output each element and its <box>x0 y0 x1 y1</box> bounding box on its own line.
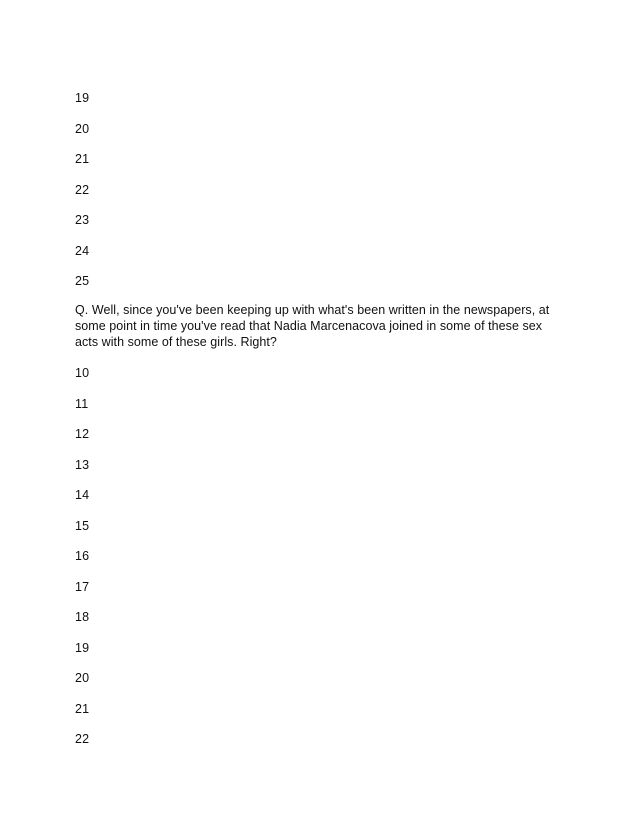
line-number: 10 <box>75 366 90 380</box>
line-number: 23 <box>75 213 90 227</box>
line-number: 20 <box>75 122 90 136</box>
line-number: 22 <box>75 183 90 197</box>
line-number: 25 <box>75 274 90 288</box>
line-number: 12 <box>75 427 90 441</box>
line-number: 17 <box>75 580 90 594</box>
line-number: 21 <box>75 702 90 716</box>
line-number: 19 <box>75 91 90 105</box>
line-number: 24 <box>75 244 90 258</box>
line-number: 22 <box>75 732 90 746</box>
line-number: 18 <box>75 610 90 624</box>
line-number: 16 <box>75 549 90 563</box>
line-number: 19 <box>75 641 90 655</box>
question-paragraph: Q. Well, since you've been keeping up with what's been written in the newspapers, at some point in time you've read that Nadia Marcenacova joined in some of these sex acts with some of these girls. Right? <box>75 303 550 349</box>
line-number: 11 <box>75 397 89 411</box>
line-number: 13 <box>75 458 90 472</box>
line-number: 21 <box>75 152 90 166</box>
line-number: 14 <box>75 488 90 502</box>
line-number: 15 <box>75 519 90 533</box>
line-number: 20 <box>75 671 90 685</box>
